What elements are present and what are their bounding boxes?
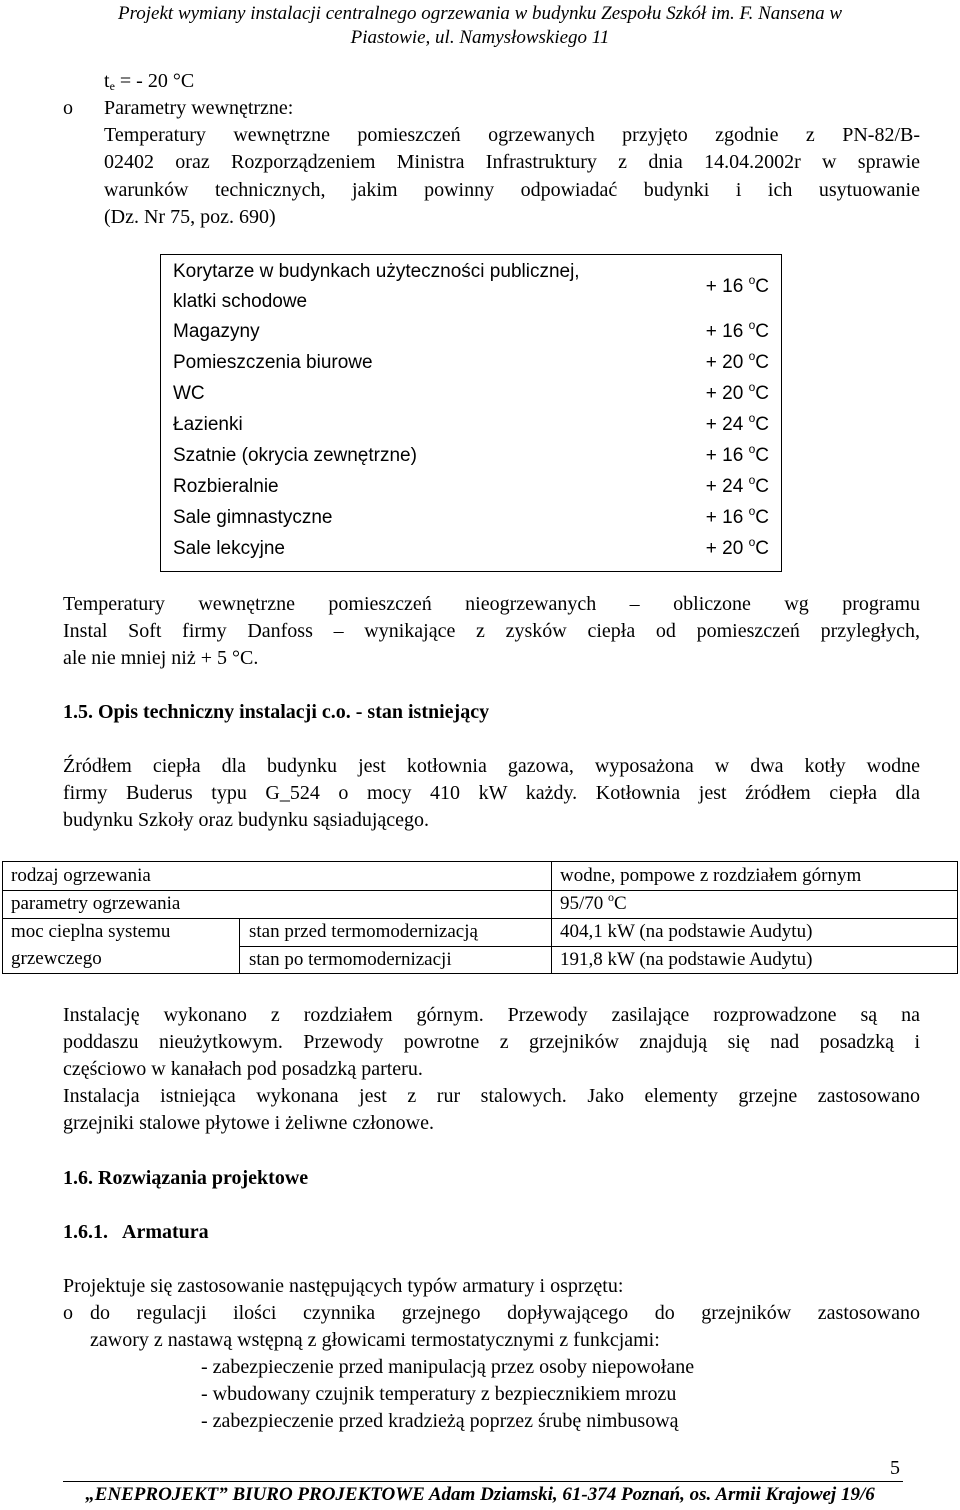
temp-row-value: + 16 $^o$C	[705, 442, 769, 466]
section-heading-1-6: 1.6. Rozwiązania projektowe	[63, 1167, 309, 1189]
para-installation-line-3: częściowo w kanałach pod posadzką parteru.	[63, 1058, 423, 1080]
fittings-feature-2: - wbudowany czujnik temperatury z bezpiecznikiem mrozu	[201, 1383, 677, 1405]
temp-row-label: Rozbieralnie	[173, 476, 279, 497]
heating-power-label: moc cieplna systemu	[11, 921, 171, 942]
te-symbol: t	[104, 70, 110, 92]
para-unheated-line-2: Instal Soft firmy Danfoss – wynikające z zysków ciepła od pomieszczeń przyległych,	[63, 620, 920, 642]
fittings-line-2: zawory z nastawą wstępną z głowicami termostatycznymi z funkcjami:	[90, 1329, 660, 1351]
params-line-2: 02402 oraz Rozporządzeniem Ministra Infrastruktury z dnia 14.04.2002r w sprawie	[104, 151, 920, 173]
page-number: 5	[890, 1457, 900, 1479]
temp-row-value: + 20 $^o$C	[705, 349, 769, 373]
params-line-1: Temperatury wewnętrzne pomieszczeń ogrzewanych przyjęto zgodnie z PN-82/B-	[104, 124, 920, 146]
params-line-3: warunków technicznych, jakim powinny odpowiadać budynki i ich usytuowanie	[104, 179, 920, 201]
heating-type-label: rodzaj ogrzewania	[11, 865, 151, 886]
temp-row-value: + 16 $^o$C	[705, 318, 769, 342]
temp-row-label: klatki schodowe	[173, 291, 308, 312]
page-header-line-2: Piastowie, ul. Namysłowskiego 11	[350, 27, 610, 48]
fittings-feature-1: - zabezpieczenie przed manipulacją przez osoby niepowołane	[201, 1356, 695, 1378]
section-heading-1-5: 1.5. Opis techniczny instalacji c.o. - stan istniejący	[63, 701, 490, 723]
temp-row-value: + 20 $^o$C	[705, 535, 769, 559]
temp-row-value: + 20 $^o$C	[705, 380, 769, 404]
state-after-value: 191,8 kW (na podstawie Audytu)	[560, 949, 813, 970]
fittings-line-1: do regulacji ilości czynnika grzejnego dopływającego do grzejników zastosowano	[90, 1302, 920, 1324]
state-after-label: stan po termomodernizacji	[249, 949, 452, 970]
temp-row	[173, 441, 769, 471]
para-unheated-line-1: Temperatury wewnętrzne pomieszczeń nieogrzewanych – obliczone wg programu	[63, 593, 920, 615]
para-installation-line-5: grzejniki stalowe płytowe i żeliwne członowe.	[63, 1112, 434, 1134]
params-title: Parametry wewnętrzne:	[104, 97, 294, 119]
temp-row-label: Sale gimnastyczne	[173, 507, 333, 528]
para-unheated-line-3: ale nie mniej niż + 5 °C.	[63, 647, 259, 669]
heating-params-label: parametry ogrzewania	[11, 893, 181, 914]
temp-row	[173, 379, 769, 409]
params-line-4: (Dz. Nr 75, poz. 690)	[104, 206, 276, 228]
temp-row-label: Sale lekcyjne	[173, 538, 285, 559]
table-rule	[239, 918, 240, 973]
para-heat-source-line-2: firmy Buderus typu G_524 o mocy 410 kW każdy. Kotłownia jest źródłem ciepła dla	[63, 782, 920, 804]
fittings-bullet: o	[63, 1302, 73, 1324]
para-heat-source-line-3: budynku Szkoły oraz budynku sąsiadującego.	[63, 809, 430, 831]
table-rule	[551, 862, 552, 973]
page-header-line-1: Projekt wymiany instalacji centralnego ogrzewania w budynku Zespołu Szkół im. F. Nansena w	[117, 3, 843, 24]
temp-row	[173, 410, 769, 440]
temp-row-value: + 24 $^o$C	[705, 473, 769, 497]
params-bullet: o	[63, 97, 73, 119]
outdoor-temp-line	[104, 68, 194, 95]
temp-row	[173, 534, 769, 564]
state-before-value: 404,1 kW (na podstawie Audytu)	[560, 921, 813, 942]
fittings-feature-3: - zabezpieczenie przed kradzieżą poprzez śrubę nimbusową	[201, 1410, 679, 1432]
temperature-table	[160, 254, 782, 572]
heating-power-label: grzewczego	[11, 948, 102, 969]
section-heading-1-6-1: 1.6.1. Armatura	[63, 1221, 209, 1243]
temp-row-value: + 24 $^o$C	[705, 411, 769, 435]
temp-row-value: + 16 $^o$C	[705, 273, 769, 297]
temp-row-label: Magazyny	[173, 321, 260, 342]
temp-row-corridors	[173, 257, 769, 317]
te-value: = - 20 °C	[114, 70, 195, 92]
temp-row	[173, 317, 769, 347]
temp-row-value: + 16 $^o$C	[705, 504, 769, 528]
temp-row	[173, 503, 769, 533]
heating-params-value: 95/70 $^o$C	[560, 890, 627, 914]
temp-row-label: WC	[173, 383, 205, 404]
te-subscript: e	[109, 79, 115, 93]
temp-row	[173, 348, 769, 378]
state-before-label: stan przed termomodernizacją	[249, 921, 478, 942]
para-fittings-intro: Projektuje się zastosowanie następujących typów armatury i osprzętu:	[63, 1275, 624, 1297]
para-installation-line-4: Instalacja istniejąca wykonana jest z rur stalowych. Jako elementy grzejne zastosowano	[63, 1085, 920, 1107]
temp-row-label: Szatnie (okrycia zewnętrzne)	[173, 445, 417, 466]
temp-row-label: Korytarze w budynkach użyteczności publicznej,	[173, 261, 580, 282]
footer-rule	[63, 1481, 903, 1482]
temp-row-label: Łazienki	[173, 414, 243, 435]
page-footer: „ENEPROJEKT” BIURO PROJEKTOWE Adam Dziamski, 61-374 Poznań, os. Armii Krajowej 19/6	[85, 1484, 875, 1505]
para-installation-line-2: poddaszu nieużytkowym. Przewody powrotne z grzejników znajdują się nad posadzką i	[63, 1031, 920, 1053]
heating-parameters-table	[2, 861, 958, 974]
para-heat-source-line-1: Źródłem ciepła dla budynku jest kotłownia gazowa, wyposażona w dwa kotły wodne	[63, 755, 920, 777]
para-installation-line-1: Instalację wykonano z rozdziałem górnym. Przewody zasilające rozprowadzone są na	[63, 1004, 920, 1026]
temp-row-label: Pomieszczenia biurowe	[173, 352, 373, 373]
heating-type-value: wodne, pompowe z rozdziałem górnym	[560, 865, 862, 886]
temp-row	[173, 472, 769, 502]
